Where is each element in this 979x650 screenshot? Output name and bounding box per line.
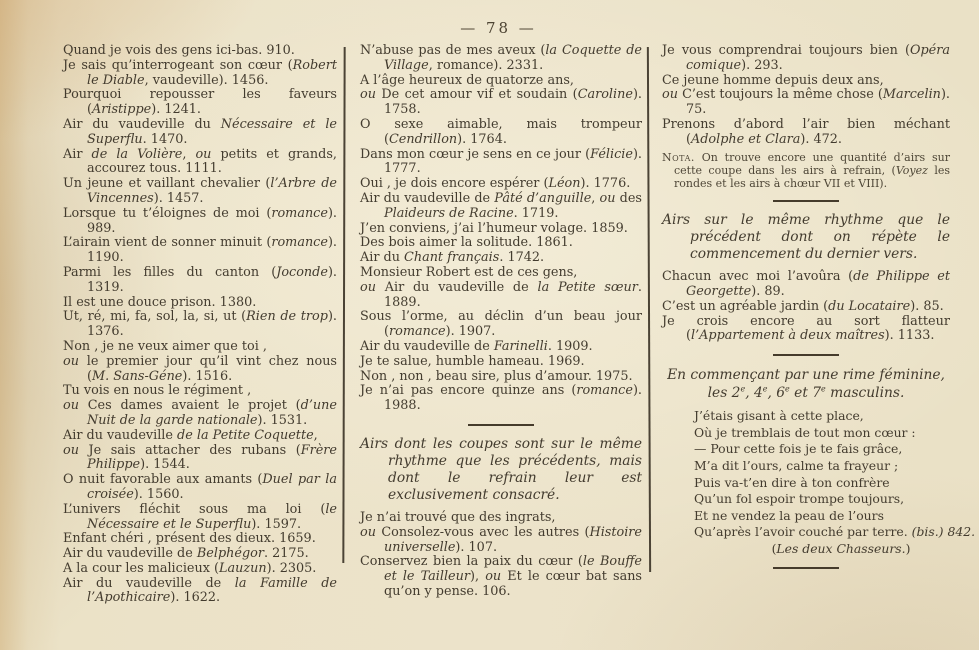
index-entry <box>662 118 950 148</box>
section-divider <box>773 354 839 356</box>
text-run: Enfant chéri , présent des dieux. 1659. <box>63 531 316 547</box>
text-run: Je te salue, humble hameau. 1969. <box>360 353 585 369</box>
text-run: . 1742. <box>499 250 545 266</box>
column-divider-right <box>647 47 651 572</box>
italic-text-run: , 4 <box>745 385 763 402</box>
index-entry <box>63 177 337 207</box>
italic-text-run: ou <box>63 442 79 458</box>
text-run: Nota. <box>662 150 695 164</box>
index-entry <box>360 251 642 266</box>
index-entry <box>360 555 642 599</box>
text-run: Air du vaudeville de <box>63 575 235 591</box>
index-entry <box>63 399 337 429</box>
italic-text-run: Airs sur le même rhythme que le précédent dont on répète le commencement du dernier vers. <box>662 212 950 263</box>
text-run: J’étais gisant à cette place, <box>694 408 864 424</box>
verse-line <box>694 441 950 458</box>
italic-text-run: Nécessaire et le Superflu <box>87 116 337 147</box>
text-run: ). 472. <box>800 131 842 147</box>
section-divider <box>773 200 839 202</box>
italic-text-run: du Locataire <box>828 298 911 314</box>
page-number-header: — 78 — <box>460 19 537 37</box>
text-run: Des bois aimer la solitude. 1861. <box>360 235 573 251</box>
index-entry <box>63 532 337 547</box>
index-entry <box>63 296 337 311</box>
italic-text-run: ou <box>662 87 678 103</box>
text-run: Je n’ai pas encore quinze ans ( <box>360 383 577 399</box>
italic-text-run: ou <box>485 569 502 585</box>
italic-text-run: Voyez <box>895 163 928 177</box>
text-run: ). 1457. <box>153 190 204 206</box>
index-entry <box>360 384 642 414</box>
italic-text-run: ou <box>599 190 616 206</box>
text-run: ). 1190. <box>87 235 337 266</box>
text-run: Je sais attacher des rubans ( <box>78 442 301 458</box>
text-run: A l’âge heureux de quatorze ans, <box>360 72 574 88</box>
italic-text-run: de la Petite Coquette <box>177 427 314 443</box>
text-run: Puis va-t’en dire à ton confrère <box>694 474 890 490</box>
italic-text-run: de Philippe et Georgette <box>686 269 950 299</box>
italic-text-run: (bis.) 842. <box>911 524 976 540</box>
text-run: Quand je vois des gens ici-bas. 910. <box>63 43 295 58</box>
italic-text-run: , 6 <box>767 385 786 402</box>
text-run: Non , non , beau sire, plus d’amour. 1975. <box>360 368 633 384</box>
index-entry <box>63 310 337 340</box>
text-run: Un jeune et vaillant chevalier ( <box>63 176 271 192</box>
index-entry <box>63 444 337 474</box>
italic-text-run: ou <box>360 524 376 540</box>
text-run: Consolez-vous avec les autres ( <box>375 524 590 540</box>
index-entry <box>63 88 337 118</box>
text-run: ). 1516. <box>182 368 233 384</box>
italic-text-run: Chant français <box>404 250 500 266</box>
index-entry <box>360 310 642 340</box>
text-run: On trouve encore une quantité d’airs sur cette coupe dans les airs à refrain, ( <box>674 150 950 177</box>
text-run: ). 1776. <box>580 176 631 192</box>
italic-text-run: M. Sans-Géne <box>92 368 183 384</box>
text-run: Oui , je dois encore espérer ( <box>360 176 549 192</box>
italic-text-run: le Bouffe et le Tailleur <box>384 554 642 585</box>
text-run: les rondes et les airs à chœur VII et VIII). <box>674 163 950 190</box>
italic-text-run: Félicie <box>590 146 633 162</box>
italic-text-run: la Coquette de Village <box>384 43 642 73</box>
text-run: ). 2305. <box>266 560 317 576</box>
text-run: C’est toujours la même chose ( <box>677 87 883 103</box>
text-run: ). 1758. <box>384 87 642 118</box>
text-run: ). 1777. <box>384 146 642 177</box>
text-run: ). 293. <box>741 57 783 73</box>
index-entry <box>662 270 950 300</box>
italic-text-run: Caroline <box>577 87 633 103</box>
section-heading <box>662 366 950 402</box>
index-entry <box>360 355 642 370</box>
index-entry <box>63 236 337 266</box>
text-run: ). 1597. <box>251 516 302 532</box>
index-entry <box>360 44 642 74</box>
text-run: Prenons d’abord l’air bien méchant ( <box>662 116 950 147</box>
text-run: Je sais qu’interrogeant son cœur ( <box>63 57 293 73</box>
italic-text-run: e <box>762 384 768 394</box>
index-entry <box>662 88 950 118</box>
text-run: ) <box>905 540 911 556</box>
italic-text-run: et 7 <box>789 385 822 402</box>
text-run: M’a dit l’ours, calme ta frayeur ; <box>694 457 899 473</box>
italic-text-run: romance <box>271 205 328 221</box>
text-run: Air du vaudeville de <box>375 279 538 295</box>
text-run: Dans mon cœur je sens en ce jour ( <box>360 146 591 162</box>
italic-text-run: la Petite sœur <box>537 279 638 295</box>
italic-text-run: Belphégor <box>196 546 264 562</box>
text-run: Air du vaudeville de <box>360 338 494 354</box>
italic-text-run: Plaideurs de Racine <box>384 205 514 221</box>
text-run: Pourquoi repousser les faveurs ( <box>63 87 337 118</box>
italic-text-run: Adolphe et Clara <box>691 131 801 147</box>
index-entry <box>63 547 337 562</box>
italic-text-run: Opéra comique <box>686 43 950 73</box>
index-entry <box>662 300 950 315</box>
text-run: Air <box>63 146 92 162</box>
index-entry <box>662 315 950 345</box>
text-run: Lorsque tu t’éloignes de moi ( <box>63 205 272 221</box>
column-right <box>662 43 976 579</box>
text-run: C’est un agréable jardin ( <box>662 298 829 314</box>
text-run: O sexe aimable, mais trompeur ( <box>360 116 642 147</box>
text-run: Non , je ne veux aimer que toi , <box>63 338 267 354</box>
text-run: Air du <box>360 250 405 266</box>
text-run: ( <box>771 540 777 556</box>
index-entry <box>360 236 642 251</box>
text-run: Tu vois en nous le régiment , <box>63 383 252 399</box>
italic-text-run: le Nécessaire et le Superflu <box>87 501 337 532</box>
text-run: L’airain vient de sonner minuit ( <box>63 235 272 251</box>
index-entry <box>63 340 337 355</box>
text-run: Conservez bien la paix du cœur ( <box>360 554 583 570</box>
italic-text-run: Marcelin <box>882 87 941 103</box>
index-entry <box>360 222 642 237</box>
italic-text-run: Robert le Diable <box>87 57 337 88</box>
text-run: Qu’un fol espoir trompe toujours, <box>694 491 905 507</box>
section-heading <box>360 436 642 504</box>
verse-line <box>694 408 950 425</box>
text-run: Air du vaudeville de <box>63 546 197 562</box>
text-run: , <box>182 146 196 162</box>
verse-line <box>694 491 950 508</box>
text-run: O nuit favorable aux amants ( <box>63 472 263 488</box>
index-entry <box>360 148 642 178</box>
section-divider <box>468 424 534 426</box>
index-entry <box>63 148 337 178</box>
index-entry <box>360 118 642 148</box>
text-run: Chacun avec moi l’avoûra ( <box>662 269 854 285</box>
text-run: A la cour les malicieux ( <box>63 560 219 576</box>
italic-text-run: Histoire universelle <box>384 524 642 555</box>
text-run: Ces dames avaient le projet ( <box>78 398 301 414</box>
index-entry <box>63 384 337 399</box>
italic-text-run: ou <box>360 279 376 295</box>
text-run: Je vous comprendrai toujours bien ( <box>662 43 910 58</box>
text-run: le premier jour qu’il vint chez nous ( <box>78 353 337 384</box>
text-run: , romance). 2331. <box>428 57 544 73</box>
text-run: ). 89. <box>751 283 785 299</box>
nota-note <box>662 151 950 191</box>
text-run: Air du vaudeville du <box>63 116 221 132</box>
text-run: Et le cœur bat sans qu’on y pense. 106. <box>384 569 643 599</box>
index-entry <box>360 88 642 118</box>
text-run: . 2175. <box>263 546 309 562</box>
text-run: ). 75. <box>686 87 950 118</box>
italic-text-run: ou <box>63 398 79 414</box>
verse-line <box>694 475 950 492</box>
index-entry <box>360 511 642 526</box>
text-run: Monsieur Robert est de ces gens, <box>360 264 578 280</box>
italic-text-run: Rien de trop <box>246 309 328 325</box>
italic-text-run: ou <box>63 353 79 369</box>
index-entry <box>360 281 642 311</box>
text-run: . 1719. <box>513 205 559 221</box>
text-run: Air du vaudeville <box>63 427 178 443</box>
index-entry <box>360 192 642 222</box>
index-entry <box>360 526 642 556</box>
italic-text-run: e <box>785 384 790 394</box>
text-run: ). 1241. <box>151 102 201 118</box>
text-run: ). 1531. <box>257 412 308 428</box>
column-divider-left <box>342 47 345 563</box>
text-run: Où je tremblais de tout mon cœur : <box>694 424 916 440</box>
index-entry <box>63 44 337 59</box>
text-run: . 1470. <box>142 131 188 147</box>
italic-text-run: ou <box>195 146 212 162</box>
text-run: Je n’ai trouvé que des ingrats, <box>360 509 556 525</box>
italic-text-run: romance <box>576 383 633 399</box>
text-run: Et ne vendez la peau de l’ours <box>694 507 884 523</box>
index-entry <box>63 503 337 533</box>
index-entry <box>63 266 337 296</box>
index-entry <box>63 562 337 577</box>
index-entry <box>360 340 642 355</box>
text-run: . 1909. <box>547 338 593 354</box>
text-run: ). 85. <box>910 298 944 314</box>
text-run: N’abuse pas de mes aveux ( <box>360 43 546 58</box>
text-run: ). 1988. <box>384 383 642 414</box>
index-entry <box>63 429 337 444</box>
italic-text-run: Lauzun <box>219 560 267 576</box>
text-run: ). 1376. <box>87 309 337 340</box>
index-entry <box>662 74 950 89</box>
text-run: De cet amour vif et soudain ( <box>375 87 578 103</box>
text-run: ). 1319. <box>87 264 337 295</box>
italic-text-run: romance <box>271 235 328 251</box>
index-entry <box>662 44 950 74</box>
text-run: ). 107. <box>455 539 498 555</box>
verse-line <box>694 508 950 525</box>
verse-line <box>694 458 950 475</box>
text-run: des <box>615 190 642 206</box>
column-middle <box>360 44 642 600</box>
italic-text-run: Airs dont les coupes sont sur le même rhythme que les précédents, mais dont le refrain leur est exclusivement consacré. <box>360 435 642 503</box>
index-entry <box>63 118 337 148</box>
italic-text-run: En commençant par une rime féminine, les 2 <box>667 367 945 402</box>
verse-poem <box>662 408 976 541</box>
index-entry <box>360 74 642 89</box>
italic-text-run: Aristippe <box>92 102 152 118</box>
text-run: , <box>313 427 318 443</box>
italic-text-run: Frère Philippe <box>87 442 337 473</box>
text-run: Il est une douce prison. 1380. <box>63 294 257 310</box>
text-run: Air du vaudeville de <box>360 190 495 206</box>
italic-text-run: e <box>821 384 826 394</box>
text-run: , vaudeville). 1456. <box>144 72 269 88</box>
text-run: ). 1560. <box>133 486 184 502</box>
italic-text-run: la Famille de l’Apothicaire <box>87 575 338 606</box>
index-entry <box>360 370 642 385</box>
italic-text-run: l’Appartement à deux maîtres <box>691 328 885 344</box>
italic-text-run: d’une Nuit de la garde nationale <box>87 398 337 428</box>
text-run: , <box>591 190 600 206</box>
index-entry <box>63 473 337 503</box>
italic-text-run: e <box>740 384 746 394</box>
text-run: ). 1622. <box>170 590 221 606</box>
text-run: — Pour cette fois je te fais grâce, <box>694 441 903 457</box>
text-run: Ce jeune homme depuis deux ans, <box>662 72 884 88</box>
text-run: . 1889. <box>384 279 642 310</box>
section-divider <box>773 567 839 569</box>
text-run: Sous l’orme, au déclin d’un beau jour ( <box>360 309 642 340</box>
text-run: ). 1764. <box>457 131 507 147</box>
italic-text-run: Léon <box>548 176 581 192</box>
verse-attribution <box>662 541 950 557</box>
text-run: Parmi les filles du canton ( <box>63 264 277 280</box>
italic-text-run: Les deux Chasseurs. <box>776 540 906 556</box>
index-entry <box>63 207 337 237</box>
text-run: ). 989. <box>87 205 337 236</box>
italic-text-run: Pâté d’anguille <box>494 190 592 206</box>
text-run: ). 1544. <box>140 457 190 473</box>
italic-text-run: Cendrillon <box>389 131 458 147</box>
text-run: ). 1133. <box>884 328 935 344</box>
italic-text-run: de la Volière <box>91 146 183 162</box>
italic-text-run: l’Arbre de Vincennes <box>87 176 337 206</box>
text-run: Je crois encore au sort flatteur ( <box>662 313 950 344</box>
text-run: ). 1907. <box>445 324 496 340</box>
index-entry <box>63 577 337 607</box>
index-entry <box>63 59 337 89</box>
text-run: Ut, ré, mi, fa, sol, la, si, ut ( <box>63 309 247 325</box>
text-run: petits et grands, accourez tous. 1111. <box>87 146 337 177</box>
text-run: L’univers fléchit sous ma loi ( <box>63 501 326 517</box>
text-run: J’en conviens, j’ai l’humeur volage. 1859. <box>360 220 628 236</box>
verse-line <box>694 425 950 442</box>
italic-text-run: Duel par la croisée <box>87 472 337 502</box>
italic-text-run: masculins. <box>825 385 905 402</box>
section-heading <box>662 212 950 263</box>
italic-text-run: Joconde <box>276 264 328 280</box>
text-run: ), <box>470 569 486 585</box>
index-entry <box>360 266 642 281</box>
italic-text-run: Farinelli <box>493 338 548 354</box>
column-left <box>63 44 337 606</box>
italic-text-run: romance <box>389 324 446 340</box>
italic-text-run: ou <box>360 87 376 103</box>
text-run: Qu’après l’avoir couché par terre. <box>694 524 912 540</box>
verse-line <box>694 524 976 541</box>
index-entry <box>360 177 642 192</box>
index-entry <box>63 355 337 385</box>
